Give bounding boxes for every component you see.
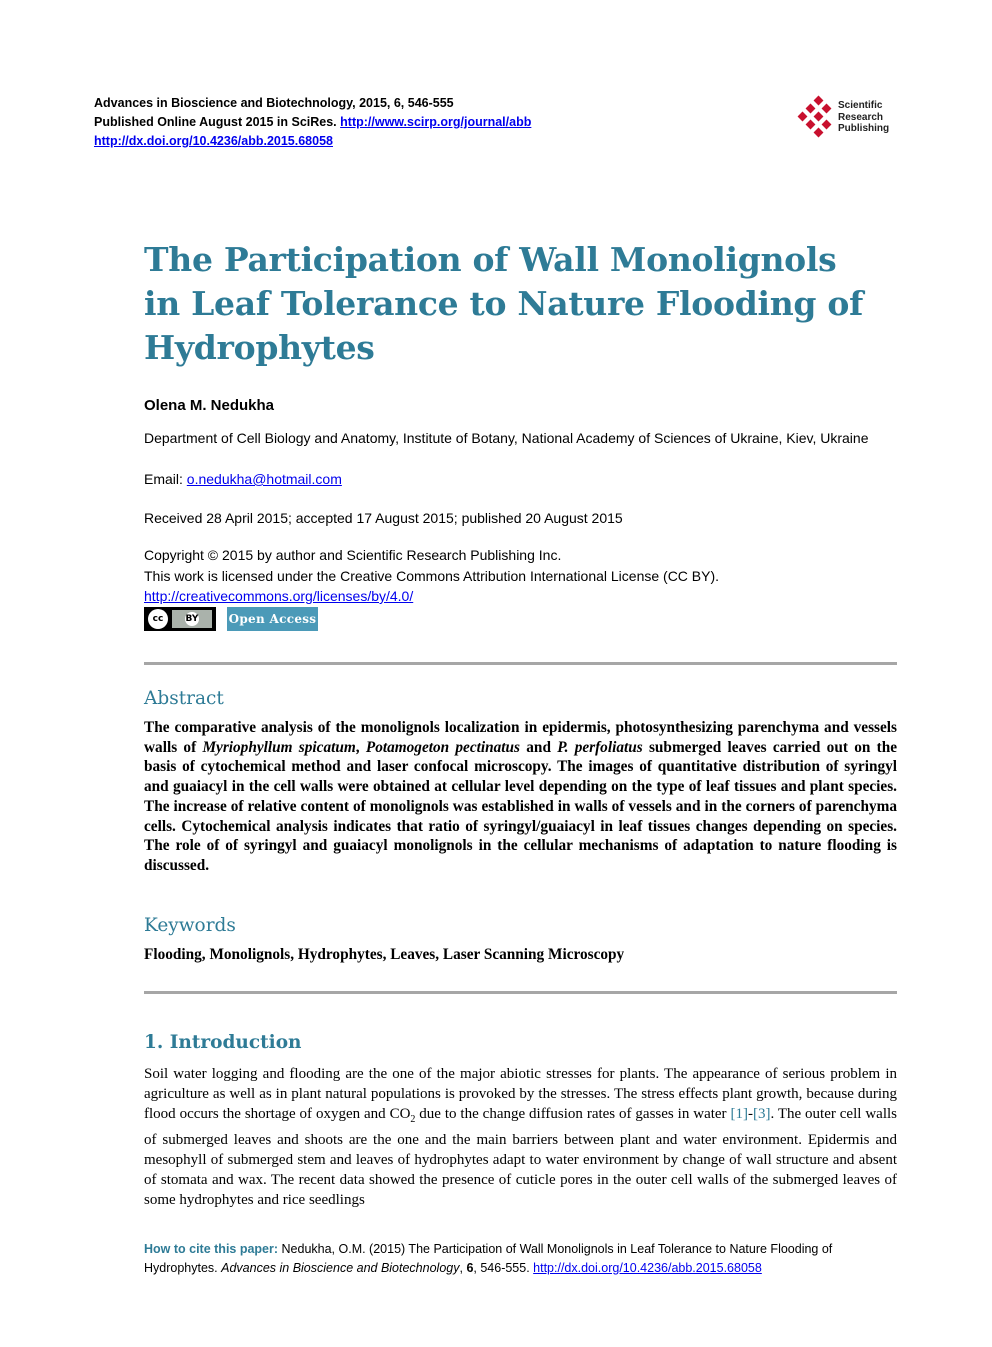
species-potamogeton-pectinatus: Potamogeton pectinatus [365, 738, 521, 756]
paper-title: The Participation of Wall Monolignols in Leaf Tolerance to Nature Flooding of Hydrophytes [144, 240, 863, 367]
author-name: Olena M. Nedukha [144, 397, 275, 414]
cc-by-section [172, 610, 212, 628]
abstract-part-2: submerged leaves carried out on the basis of cytochemical method and laser confocal microscopy. The images of quantitative distribution of syringyl and guaiacyl in the cell walls were obtained at cellular level depending on the type of leaf tissues and plant species. The increase of relative content of monolignols was established in walls of vessels and in the corners of parenchyma cells. Cytochemical analysis indicates that ratio of syringyl/guaiacyl in leaf tissues changes depending on species. The role of of syringyl and guaiacyl monolignols in the cellular mechanisms of adaptation to nature flooding is discussed. [144, 738, 898, 874]
email-label: Email: [144, 471, 183, 487]
abstract-part-1: The comparative analysis of the monolignols localization in epidermis, photosynthesizing parenchyma and vessels walls of [144, 719, 897, 756]
doi-link[interactable]: http://dx.doi.org/10.4236/abb.2015.68058 [94, 134, 333, 148]
species-p-perfoliatus: P. perfoliatus [557, 738, 643, 756]
affiliation: Department of Cell Biology and Anatomy, Institute of Botany, National Academy of Sciences of Ukraine, Kiev, Ukraine [144, 430, 869, 446]
license-url-link[interactable]: http://creativecommons.org/licenses/by/4.0/ [144, 588, 414, 604]
intro-part-1: Soil water logging and flooding are the one of the major abiotic stresses for plants. The appearance of serious problem in agriculture as well as in plant natural populations is provoked by the stresses. The stress effects plant growth, because during flood occurs the shortage of oxygen and CO [144, 1066, 897, 1122]
intro-part-3: . The outer cell walls of submerged leaves and shoots are the one and the main barriers between plant and water environment. Epidermis and mesophyll of submerged stem and leaves of hydrophytes adapt to water environment by change of wall structure and absent of stomata and wax. The recent data showed the presence of cuticle pores in the outer cell walls of the submerged leaves of some hydrophytes and rice seedlings [144, 1106, 897, 1208]
cite-journal: Advances in Bioscience and Biotechnology [221, 1260, 460, 1275]
cite-pages: , 546-555. [473, 1260, 534, 1275]
co2-subscript: 2 [410, 1114, 416, 1125]
cc-by-badge[interactable] [144, 607, 216, 631]
publisher-line-1: Scientific [838, 100, 883, 111]
journal-citation-line: Advances in Bioscience and Biotechnology, 2015, 6, 546-555 [94, 96, 454, 110]
keywords-bottom-rule [144, 991, 897, 994]
intro-part-2: due to the change diffusion rates of gasses in water [415, 1106, 731, 1122]
cite-text: Nedukha, O.M. (2015) The Participation of Wall Monolignols in Leaf Tolerance to Nature Flooding of Hydrophytes. [144, 1242, 833, 1275]
cite-sep: , [459, 1260, 467, 1275]
reference-1-link[interactable]: [1] [730, 1106, 748, 1122]
abstract-heading: Abstract [144, 688, 224, 709]
email-link[interactable]: o.nedukha@hotmail.com [186, 471, 342, 487]
cite-volume: 6 [466, 1260, 474, 1275]
license-url-line [144, 586, 904, 607]
publisher-line-3: Publishing [838, 123, 890, 134]
published-prefix: Published Online August 2015 in SciRes. [94, 115, 337, 129]
introduction-body [144, 1064, 897, 1210]
attribution-icon: BY [185, 614, 199, 624]
abstract-sep-1: , [355, 738, 366, 756]
email-line [144, 469, 904, 490]
published-online-line [94, 113, 531, 132]
cite-label: How to cite this paper: [144, 1242, 279, 1256]
abstract-top-rule [144, 662, 897, 665]
doi-line [94, 132, 333, 151]
ref-dash: - [747, 1106, 753, 1122]
abstract-body [144, 718, 897, 876]
scientific-research-publishing-logo [796, 95, 838, 141]
publication-dates: Received 28 April 2015; accepted 17 August 2015; published 20 August 2015 [144, 510, 623, 526]
journal-url-link[interactable]: http://www.scirp.org/journal/abb [340, 115, 532, 129]
publisher-name [838, 100, 889, 135]
copyright-line: Copyright © 2015 by author and Scientific Research Publishing Inc. [144, 547, 562, 563]
abstract-sep-2: and [520, 738, 558, 756]
keywords-heading: Keywords [144, 915, 236, 936]
cite-doi-link[interactable]: http://dx.doi.org/10.4236/abb.2015.68058 [533, 1260, 762, 1275]
how-to-cite-footer [144, 1240, 897, 1277]
license-line: This work is licensed under the Creative Commons Attribution International License (CC BY). [144, 568, 720, 584]
reference-3-link[interactable]: [3] [752, 1106, 771, 1122]
introduction-heading: 1. Introduction [144, 1032, 302, 1053]
open-access-badge[interactable]: Open Access [227, 607, 318, 631]
publisher-line-2: Research [838, 111, 884, 123]
species-myriophyllum: Myriophyllum spicatum [202, 738, 356, 756]
keywords-list: Flooding, Monolignols, Hydrophytes, Leaves, Laser Scanning Microscopy [144, 946, 625, 963]
cc-icon: cc [148, 609, 168, 629]
